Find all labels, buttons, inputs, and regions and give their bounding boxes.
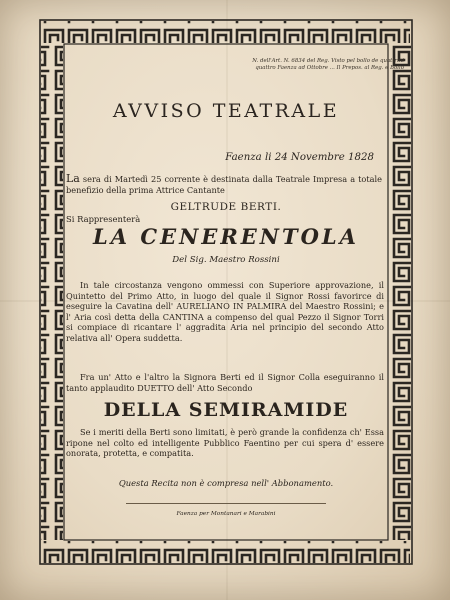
intro-dropcap: La (66, 172, 80, 185)
aria-title: DELLA SEMIRAMIDE (103, 399, 349, 421)
paragraph-confidence: Se i meriti della Berti sono limitati, è però grande la confidenza ch' Essa ripone nel colto ed intelligente Pubblico Faentino per cui spera d' essere onorata, protetta, e compatita. (66, 427, 384, 459)
registration-note: N. dell'Art. N. 6834 del Reg. Visto pel bollo de quattrini quattro Faenza ad Ottobre ... Il Prepos. al Reg. e Bollo (252, 58, 404, 71)
subscription-note: Questa Recita non è compresa nell' Abbonamento. (118, 478, 334, 488)
poster-content (46, 54, 406, 544)
divider-rule (126, 503, 326, 504)
poster-title: AVVISO TEATRALE (112, 100, 340, 122)
intro-text: sera di Martedì 25 corrente è destinata dalla Teatrale Impresa a totale benefizio della prima Attrice Cantante (66, 174, 382, 195)
paragraph-duet: Fra un' Atto e l'altro la Signora Berti ed il Signor Colla eseguiranno il tanto applaudito DUETTO dell' Atto Secondo (66, 372, 384, 393)
intro-paragraph (66, 174, 382, 195)
date-line: Faenza li 24 Novembre 1828 (225, 152, 374, 163)
rappresentera-line: Si Rappresenterà (66, 214, 141, 224)
artist-name: GELTRUDE BERTI. (170, 201, 282, 213)
printer-line: Faenza per Montanari e Marabini (176, 511, 276, 517)
opera-title: LA CENERENTOLA (93, 224, 359, 249)
paragraph-program-changes: In tale circostanza vengono ommessi con Superiore approvazione, il Quintetto del Primo Atto, in luogo del quale il Signor Rossi favorirce di eseguire la Cavatina dell' AURELIANO IN PALMIRA del Maestro Rossini; e l' Aria così detta della CANTINA a compenso del qual Pezzo il Signor Torri si compiace di ricantare l' aggradita Aria nel principio del secondo Atto relativa all' Opera suddetta. (66, 280, 384, 343)
composer-line: Del Sig. Maestro Rossini (172, 255, 280, 265)
